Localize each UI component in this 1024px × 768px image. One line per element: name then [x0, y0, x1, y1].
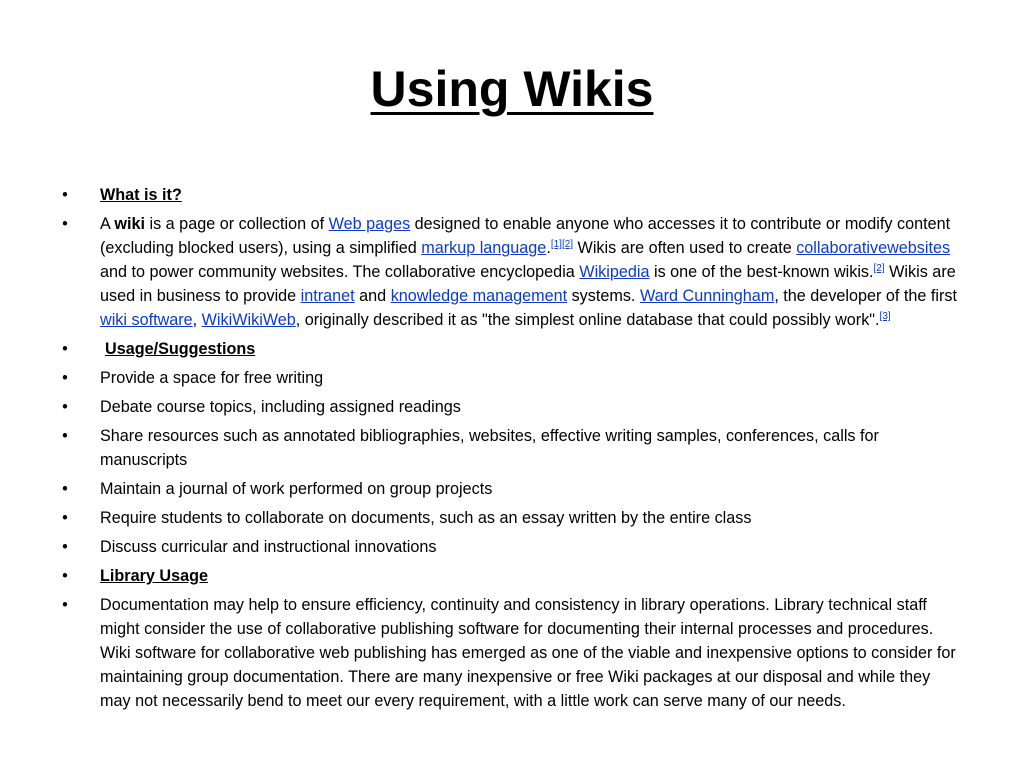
usage-item-text: Maintain a journal of work performed on group projects [100, 480, 493, 498]
bullet-dot: • [62, 567, 68, 585]
bullet-dot: • [62, 398, 68, 416]
usage-item-text: Provide a space for free writing [100, 369, 324, 387]
link-wiki-software[interactable]: wiki software [100, 311, 193, 329]
usage-item-text: Debate course topics, including assigned readings [100, 398, 461, 416]
link-wikiwikiweb[interactable]: WikiWikiWeb [201, 311, 296, 329]
list-item-what-heading [60, 183, 965, 207]
bullet-list [60, 183, 965, 718]
ref-link-2[interactable]: [2] [561, 239, 574, 250]
bullet-dot: • [62, 480, 68, 498]
link-wikipedia[interactable]: Wikipedia [579, 263, 650, 281]
bullet-dot: • [62, 427, 68, 445]
usage-heading: Usage/Suggestions [105, 340, 256, 358]
ref-link-1[interactable]: [1] [550, 239, 562, 250]
bullet-dot: • [62, 369, 68, 387]
bullet-dot: • [62, 509, 68, 527]
bullet-dot: • [62, 215, 68, 233]
bullet-dot: • [62, 186, 68, 204]
ref-link-2b[interactable]: [2] [873, 263, 885, 274]
definition-text: A wiki is a page or collection of Web pages designed to enable anyone who accesses it to contribute or modify content (excluding blocked users), using a simplified markup language.[1][2] Wikis are often used to create collaborativewebsites and to power community websites. The collaborative encyclopedia Wikipedia is one of the best-known wikis.[2] Wikis are used in business to provide intranet and knowledge management systems. Ward Cunningham, the developer of the first wiki software, WikiWikiWeb, originally described it as "the simplest online database that could possibly work".[3] [100, 215, 957, 329]
slide-title: Using Wikis [370, 61, 654, 117]
list-item-usage [60, 366, 965, 390]
bullet-dot: • [62, 340, 68, 358]
link-collaborative-websites[interactable]: collaborativewebsites [796, 239, 951, 257]
list-item-library-heading [60, 564, 965, 588]
list-item-usage-heading [60, 337, 965, 361]
bullet-dot: • [62, 596, 68, 614]
list-item-usage [60, 395, 965, 419]
bullet-dot: • [62, 538, 68, 556]
list-item-usage [60, 506, 965, 530]
ref-link-3[interactable]: [3] [879, 311, 891, 322]
link-intranet[interactable]: intranet [300, 287, 355, 305]
what-is-it-heading: What is it? [100, 186, 182, 204]
wiki-bold-term: wiki [114, 215, 145, 233]
link-markup-language[interactable]: markup language [421, 239, 547, 257]
list-item-definition [60, 212, 965, 332]
link-ward-cunningham[interactable]: Ward Cunningham [639, 287, 775, 305]
library-usage-text: Documentation may help to ensure efficiency, continuity and consistency in library operations. Library technical staff might consider the use of collaborative publishing software for documenting their internal processes and procedures. Wiki software for collaborative web publishing has emerged as one of the viable and inexpensive options to consider for maintaining group documentation. There are many inexpensive or free Wiki packages at our disposal and while they may not necessarily bend to meet our every requirement, with a little work can serve many of our needs. [100, 596, 956, 710]
usage-item-text: Require students to collaborate on documents, such as an essay written by the entire class [100, 509, 752, 527]
library-usage-heading: Library Usage [100, 567, 208, 585]
list-item-usage [60, 424, 965, 472]
list-item-usage [60, 535, 965, 559]
link-web-pages[interactable]: Web pages [328, 215, 411, 233]
usage-item-text: Discuss curricular and instructional innovations [100, 538, 437, 556]
list-item-library-text [60, 593, 965, 713]
link-knowledge-management[interactable]: knowledge management [390, 287, 568, 305]
list-item-usage [60, 477, 965, 501]
usage-item-text: Share resources such as annotated bibliographies, websites, effective writing samples, conferences, calls for manuscripts [100, 427, 879, 469]
